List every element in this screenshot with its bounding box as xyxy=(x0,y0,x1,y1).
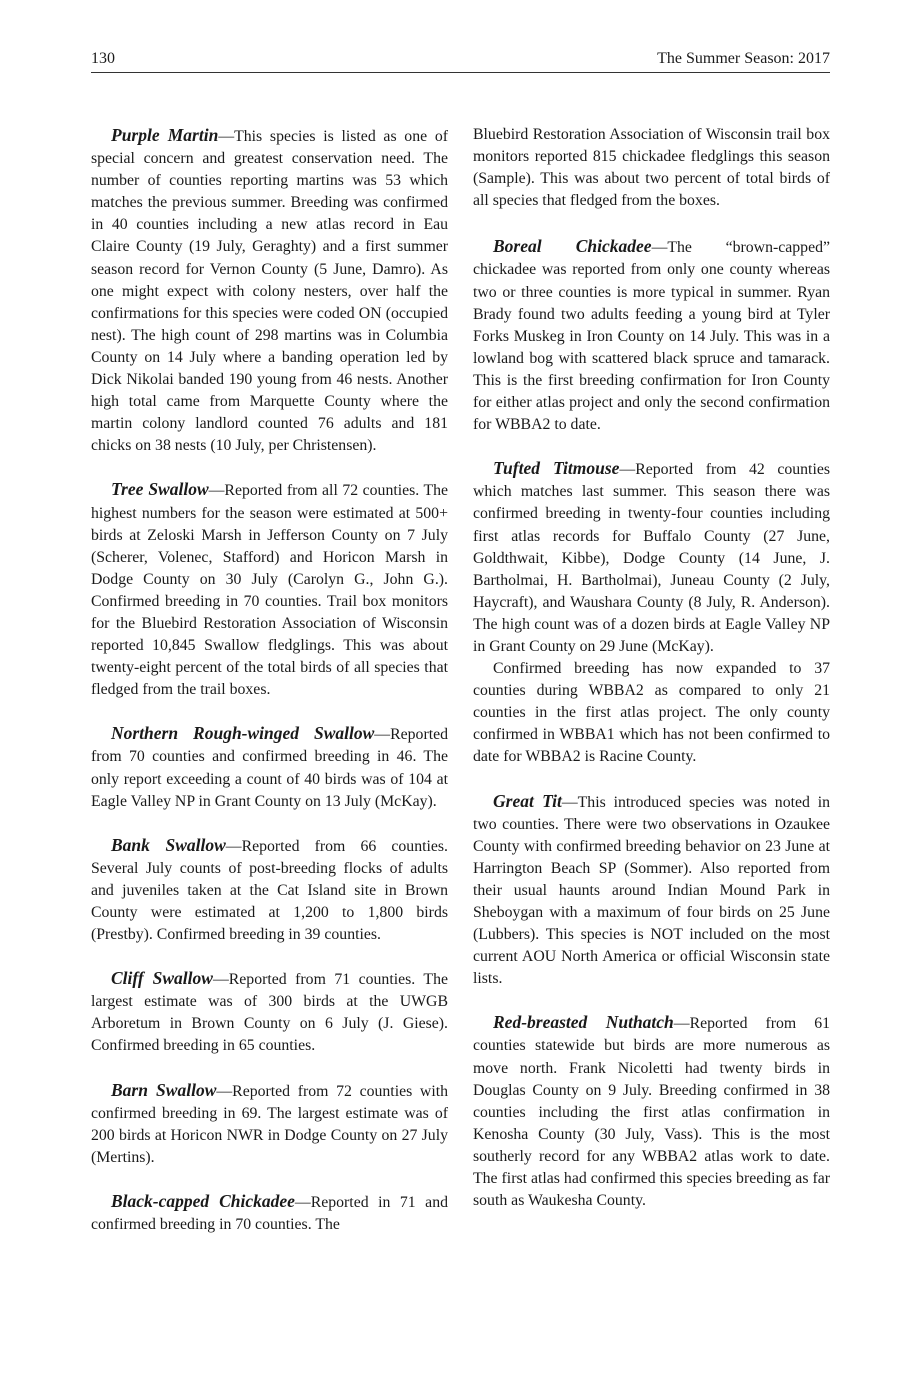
left-column xyxy=(91,124,448,1257)
species-text: —Reported in 71 and confirmed breeding in 70 counties. The xyxy=(91,1193,448,1234)
right-column xyxy=(473,124,830,1233)
species-entry xyxy=(473,235,830,436)
species-name: Tufted Titmouse xyxy=(493,458,620,479)
species-name: Purple Martin xyxy=(111,125,219,145)
species-text: —Reported from 72 counties with confirmed breeding in 69. The largest estimate was of 200 birds at Horicon NWR in Dodge County on 27 July (Mertins). xyxy=(91,1082,448,1166)
species-entry xyxy=(473,457,830,768)
species-entry xyxy=(91,1079,448,1169)
species-text: —Reported from 61 counties statewide but birds are more numerous as move north. Frank Nicoletti had twenty birds in Douglas County on 9 July. Breeding confirmed in 38 counties including the first atlas confirmation in Kenosha County (30 July, Vass). This is the most southerly record for any WBBA2 atlas work to date. The first atlas had confirmed this species breeding as far south as Waukesha County. xyxy=(473,1015,830,1210)
species-entry xyxy=(91,722,448,812)
header-rule xyxy=(91,72,830,73)
species-entry xyxy=(473,790,830,991)
species-entry xyxy=(91,834,448,946)
species-entry xyxy=(91,124,448,457)
species-entry xyxy=(473,1011,830,1212)
species-text: —Reported from all 72 counties. The highest numbers for the season were estimated at 500+ birds at Zeloski Marsh in Jefferson County on 7 July (Scherer, Volenec, Stafford) and Horicon Marsh in Dodge County on 30 July (Carolyn G., John G.). Confirmed breeding in 70 counties. Trail box monitors for the Bluebird Restoration Association of Wisconsin reported 10,845 Swallow fledglings. This was about twenty-eight percent of the total birds of all species that fledged from the trail boxes. xyxy=(91,482,449,699)
species-text: —Reported from 71 counties. The largest estimate was of 300 birds at the UWGB Arboretum in Brown County on 6 July (J. Giese). Confirmed breeding in 65 counties. xyxy=(91,971,448,1055)
page-number: 130 xyxy=(91,50,115,67)
page-header xyxy=(91,50,830,72)
species-name: Red-breasted Nuthatch xyxy=(493,1012,674,1033)
species-text-extra: Confirmed breeding has now expanded to 37 counties during WBBA2 as compared to only 21 counties in the first atlas project. The only county confirmed in WBBA1 which has not been confirmed to date for WBBA2 is Racine County. xyxy=(473,660,830,766)
species-text: —Reported from 70 counties and confirmed breeding in 46. The only report exceeding a count of 40 birds was of 104 at Eagle Valley NP in Grant County on 13 July (McKay). xyxy=(91,726,448,810)
species-name: Bank Swallow xyxy=(111,834,226,855)
species-entry xyxy=(91,1190,448,1236)
species-text: —Reported from 42 counties which matches last summer. This season there was confirmed breeding in twenty-four counties including first atlas records for Buffalo County (27 June, Goldthwait, Kibbe), Dodge County (14 June, J. Bartholmai, H. Bartholmai), Juneau County (2 July, Haycraft), and Waushara County (8 July, R. Anderson). The high count was of a dozen birds at Eagle Valley NP in Grant County on 29 June (McKay). xyxy=(473,461,830,655)
continuation-text: Bluebird Restoration Association of Wisconsin trail box monitors reported 815 chickadee fledglings this season (Sample). This was about two percent of total birds of all species that fledged from the boxes. xyxy=(473,126,830,210)
species-name: Northern Rough-winged Swallow xyxy=(111,723,375,744)
species-entry xyxy=(91,967,448,1057)
species-text: —This introduced species was noted in two counties. There were two observations in Ozaukee County with confirmed breeding behavior on 23 June at Harrington Beach SP (Sommer). Also reported from their usual haunts around Indian Mound Park in Sheboygan with a maximum of four birds on 25 June (Lubbers). This species is NOT included on the most current AOU North America or official Wisconsin state lists. xyxy=(473,793,831,988)
species-name: Cliff Swallow xyxy=(111,968,213,989)
species-text: —This species is listed as one of special concern and greatest conservation need. The number of counties reporting martins was 53 which matches the previous summer. Breeding was confirmed in 40 counties including a new atlas record in Eau Claire County (19 July, Geraghty) and a first summer season record for Vernon County (5 June, Damro). As one might expect with colony nesters, over half the confirmations for this species were coded ON (occupied nest). The high count of 298 martins was in Columbia County on 14 July where a banding operation led by Dick Nikolai banded 190 young from 46 nests. Another high total came from Marquette County where the martin colony landlord counted 76 adults and 181 chicks on 38 nests (10 July, per Christensen). xyxy=(91,128,448,455)
species-name: Black-capped Chickadee xyxy=(111,1190,295,1211)
species-entry xyxy=(91,478,448,701)
species-name: Barn Swallow xyxy=(111,1079,217,1100)
species-text: —The “brown-capped” chickadee was reported from only one county whereas two or three counties is more typical in summer. Ryan Brady found two adults feeding a young bird at Tyler Forks Muskeg in Iron County on 14 July. This was in a lowland bog with scattered black spruce and tamarack. This is the first breeding confirmation for Iron County for either atlas project and only the second confirmation for WBBA2 to date. xyxy=(473,239,830,434)
species-name: Boreal Chickadee xyxy=(493,236,652,257)
species-text: —Reported from 66 counties. Several July counts of post-breeding flocks of adults and juveniles taken at the Cat Island site in Brown County were estimated at 1,200 to 1,800 birds (Prestby). Confirmed breeding in 39 counties. xyxy=(91,837,448,944)
species-name: Tree Swallow xyxy=(111,479,209,500)
running-title: The Summer Season: 2017 xyxy=(657,50,830,67)
species-name: Great Tit xyxy=(493,790,562,811)
continued-paragraph xyxy=(473,124,830,212)
